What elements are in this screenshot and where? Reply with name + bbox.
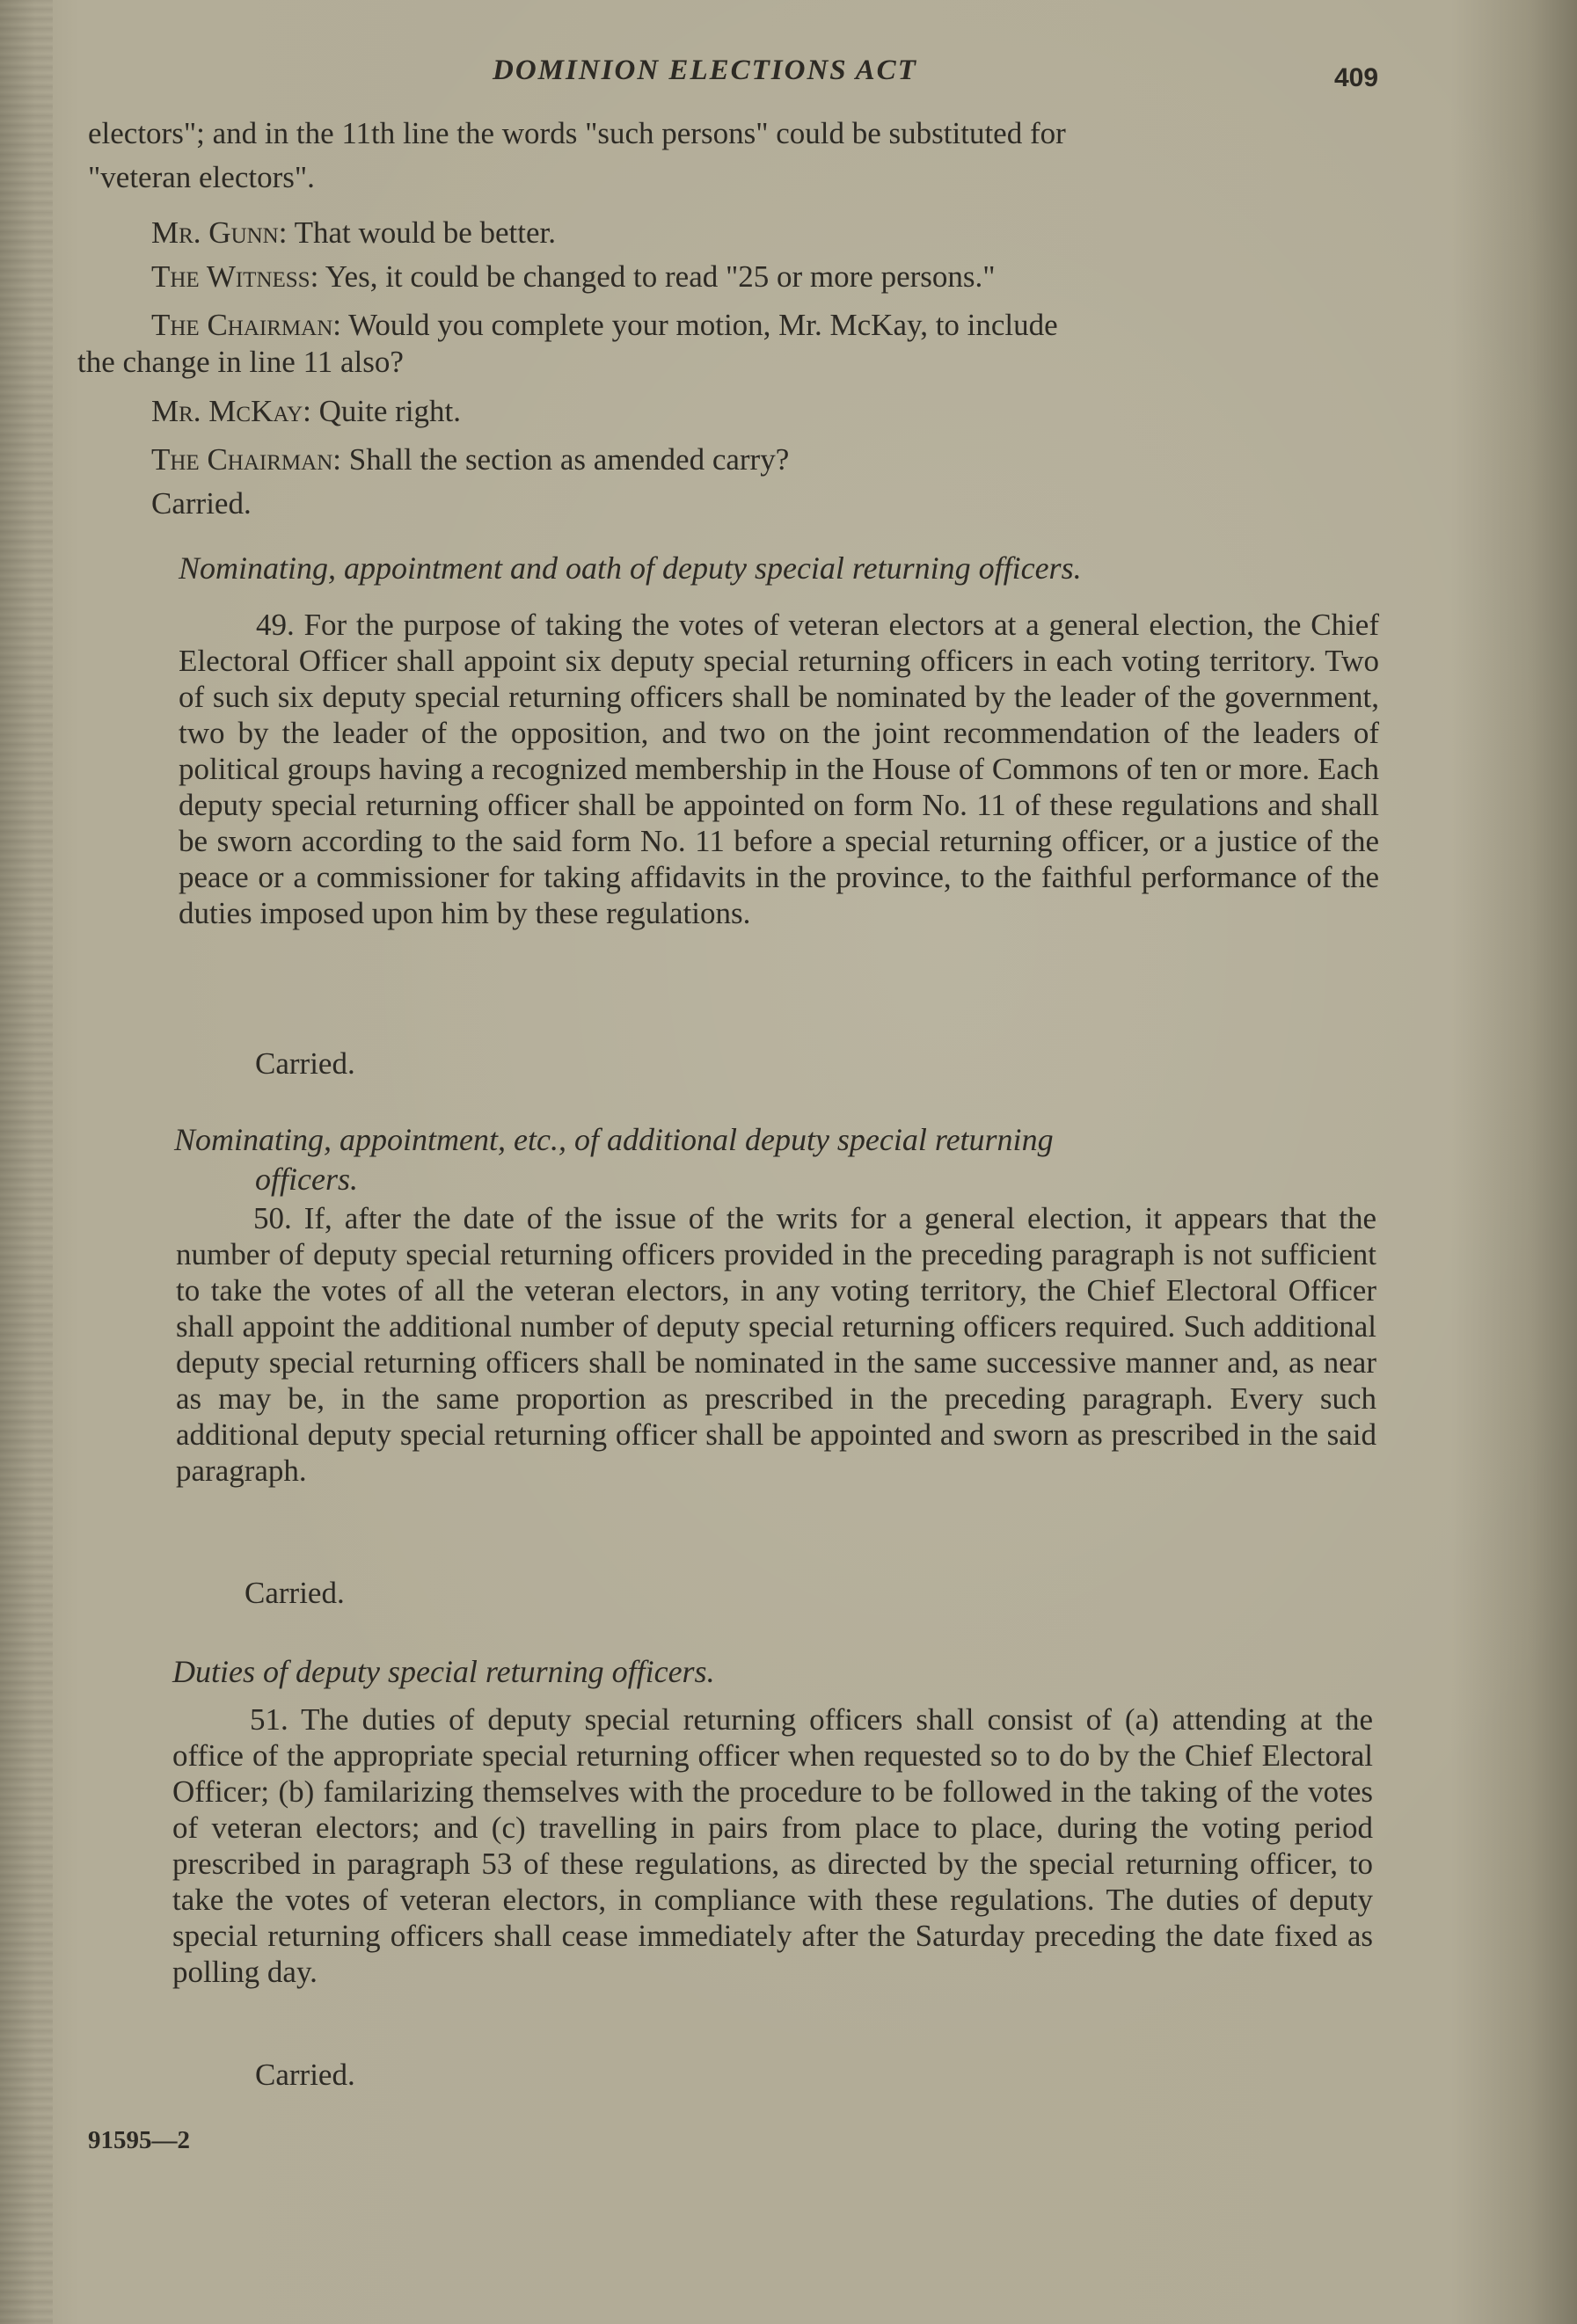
chairman-remark-2 [151,442,789,477]
intro-carried: Carried. [151,486,252,521]
remark-text: Shall the section as amended carry? [340,442,790,477]
section-50-heading-line-1: Nominating, appointment, etc., of additional deputy special returning [174,1122,1054,1157]
section-49-heading: Nominating, appointment and oath of deputy special returning officers. [179,550,1082,586]
section-50-carried: Carried. [245,1576,345,1610]
running-title: DOMINION ELECTIONS ACT [493,55,917,86]
speaker-name: Mr. McKay: [151,394,311,428]
gunn-remark [151,215,556,251]
speaker-name: The Chairman: [151,442,341,477]
speaker-name: The Witness: [151,259,319,294]
intro-line-2: "veteran electors". [88,160,315,194]
section-number: 51. [250,1702,288,1737]
section-51-heading: Duties of deputy special returning officers. [172,1654,715,1689]
section-51-carried: Carried. [255,2058,355,2092]
remark-text: That would be better. [287,215,557,250]
speaker-name: The Chairman: [151,308,341,342]
speaker-name: Mr. Gunn: [151,215,288,250]
chairman-remark-1-continued: the change in line 11 also? [77,345,404,379]
remark-text: Quite right. [310,394,462,428]
remark-text: Would you complete your motion, Mr. McKay, to include [340,308,1058,342]
intro-line-1: electors"; and in the 11th line the words "such persons" could be substituted for [88,116,1066,150]
section-49-body [179,607,1379,931]
section-number: 50. [253,1201,292,1235]
section-text: If, after the date of the issue of the writs for a general election, it appears that the number of deputy special returning officers provided in the preceding paragraph is not sufficient to take the votes of all the veteran electors, in any voting territory, the Chief Electoral Officer shall appoint the additional number of deputy special returning officers required. Such additional deputy special returning officers shall be nominated in the same successive manner and, as near as may be, in the same proportion as prescribed in the preceding paragraph. Every such additional deputy special returning officer shall be appointed and sworn as prescribed in the said paragraph. [176,1201,1376,1488]
section-51-body [172,1701,1373,1990]
section-text: For the purpose of taking the votes of veteran electors at a general election, the Chief Electoral Officer shall appoint six deputy special returning officers in each voting territory. Two of such six deputy special returning officers shall be nominated by the leader of the government, two by the leader of the opposition, and two on the joint recommendation of the leaders of political groups having a recognized membership in the House of Commons of ten or more. Each deputy special returning officer shall be appointed on form No. 11 of these regulations and shall be sworn according to the said form No. 11 before a special returning officer, or a justice of the peace or a commissioner for taking affidavits in the province, to the faithful performance of the duties imposed upon him by these regulations. [179,608,1379,930]
section-49-carried: Carried. [255,1046,355,1081]
page-header [0,55,1577,98]
section-50-body [176,1200,1376,1489]
section-text: The duties of deputy special returning officers shall consist of (a) attending at the office of the appropriate special returning officer when requested so to do by the Chief Electoral Officer; (b) familarizing themselves with the procedure to be followed in the taking of the votes of veteran electors; and (c) travelling in pairs from place to place, during the voting period prescribed in paragraph 53 of these regulations, as directed by the special returning officer, to take the votes of veteran electors, in compliance with these regulations. The duties of deputy special returning officers shall cease immediately after the Saturday preceding the date fixed as polling day. [172,1702,1374,1989]
witness-remark [151,259,996,295]
printer-signature: 91595—2 [88,2126,190,2154]
chairman-remark-1 [151,308,1058,343]
page-number: 409 [1334,63,1379,92]
remark-text: Yes, it could be changed to read "25 or more persons." [318,259,996,294]
section-50-heading-line-2: officers. [255,1162,358,1197]
mckay-remark [151,394,461,429]
page-binding-edge [0,0,53,2324]
section-number: 49. [256,608,295,642]
